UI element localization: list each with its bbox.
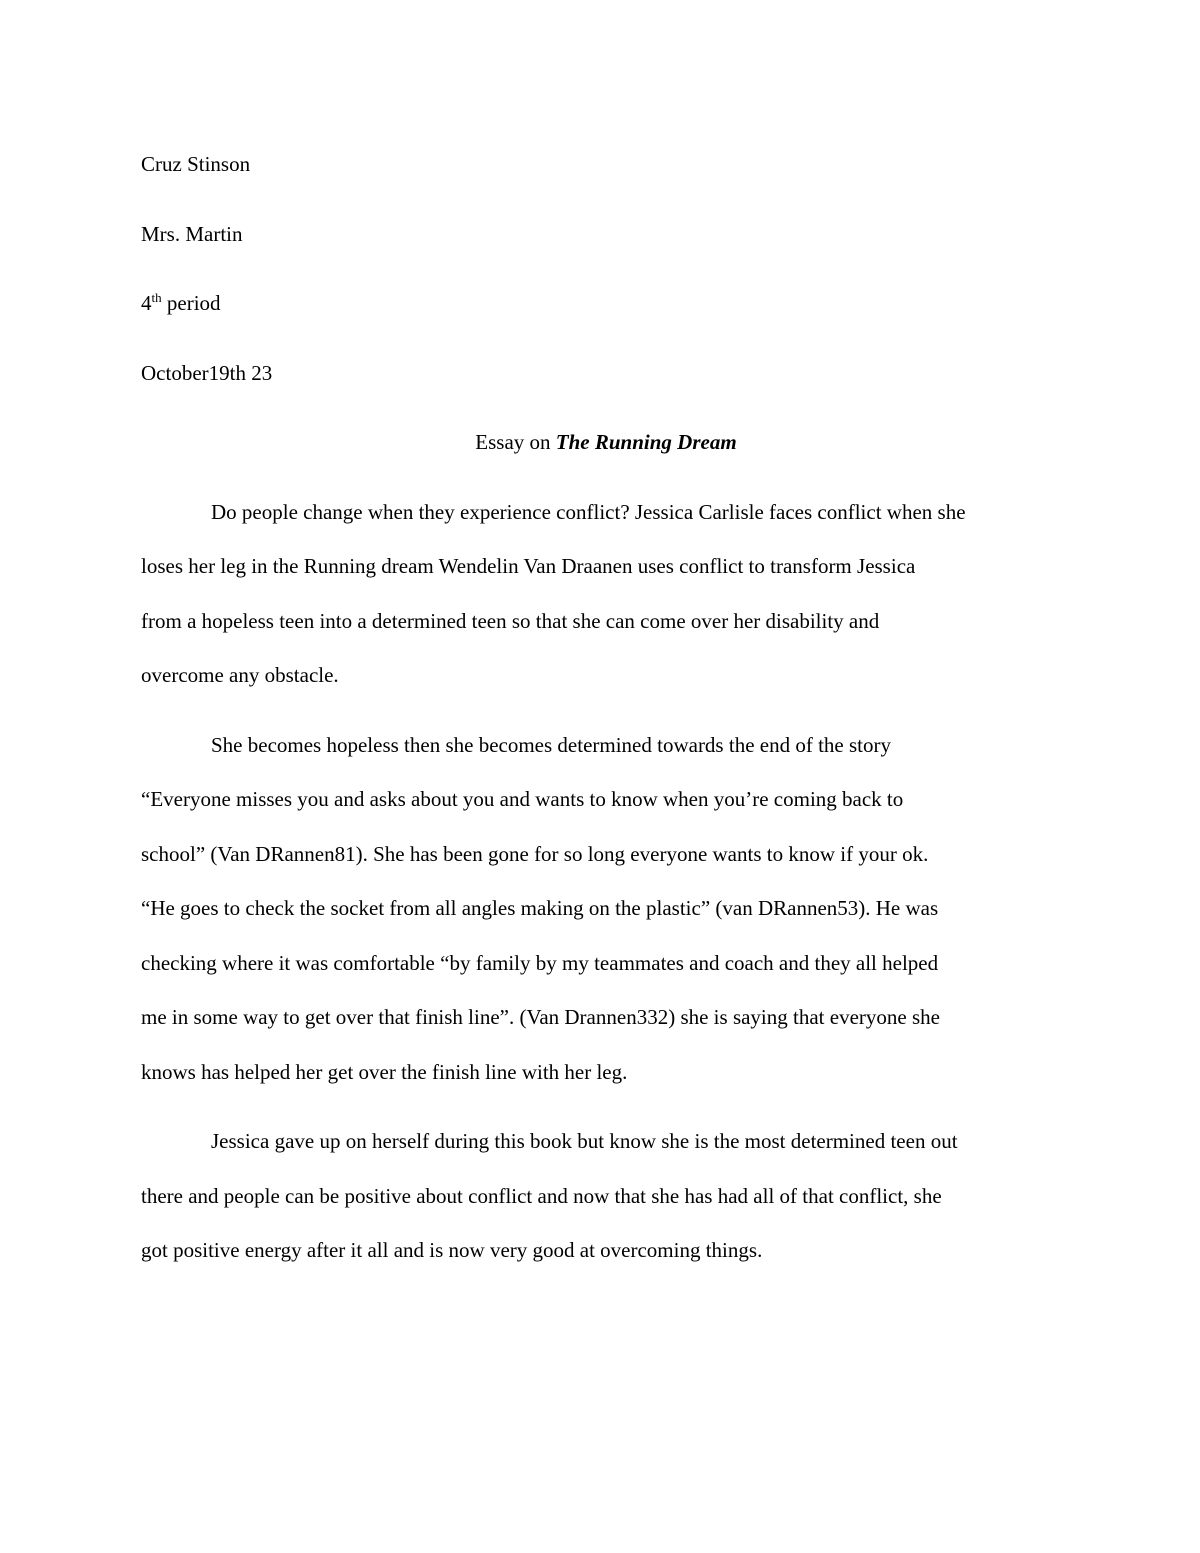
student-name: Cruz Stinson — [141, 152, 251, 176]
class-period — [141, 276, 1071, 331]
essay-title-book: The Running Dream — [555, 430, 737, 454]
paragraph-line: Jessica gave up on herself during this book but know she is the most determined teen out — [211, 1129, 958, 1153]
paragraph-line: me in some way to get over that finish line”. (Van Drannen332) she is saying that everyone she — [141, 1005, 940, 1029]
paragraph-3 — [141, 1114, 1071, 1278]
period-number: 4 — [141, 291, 152, 315]
paragraph-line: school” (Van DRannen81). She has been gone for so long everyone wants to know if your ok. — [141, 841, 929, 866]
paragraph-line: from a hopeless teen into a determined teen so that she can come over her disability and — [141, 608, 880, 633]
document-content — [141, 137, 1071, 1293]
paragraph-line: “Everyone misses you and asks about you and wants to know when you’re coming back to — [141, 787, 904, 811]
essay-title — [141, 415, 1071, 470]
essay-title-prefix: Essay on — [475, 430, 556, 454]
period-word: period — [161, 291, 221, 315]
paragraph-line: got positive energy after it all and is now very good at overcoming things. — [141, 1238, 763, 1262]
paragraph-line: there and people can be positive about conflict and now that she has had all of that conflict, she — [141, 1183, 942, 1208]
period-suffix: th — [151, 290, 162, 305]
paragraph-line: checking where it was comfortable “by family by my teammates and coach and they all helped — [141, 950, 939, 975]
paragraph-line: overcome any obstacle. — [141, 663, 339, 687]
paragraph-line: knows has helped her get over the finish line with her leg. — [141, 1059, 628, 1084]
paragraph-line: “He goes to check the socket from all angles making on the plastic” (van DRannen53). He was — [141, 896, 939, 920]
essay-date: October19th 23 — [141, 360, 273, 385]
paragraph-1 — [141, 485, 1071, 703]
paragraph-2 — [141, 718, 1071, 1100]
paragraph-line: loses her leg in the Running dream Wendelin Van Draanen uses conflict to transform Jessica — [141, 554, 916, 578]
teacher-name: Mrs. Martin — [141, 221, 243, 246]
paragraph-line: She becomes hopeless then she becomes determined towards the end of the story — [211, 732, 891, 757]
paragraph-line: Do people change when they experience conflict? Jessica Carlisle faces conflict when she — [211, 499, 966, 524]
